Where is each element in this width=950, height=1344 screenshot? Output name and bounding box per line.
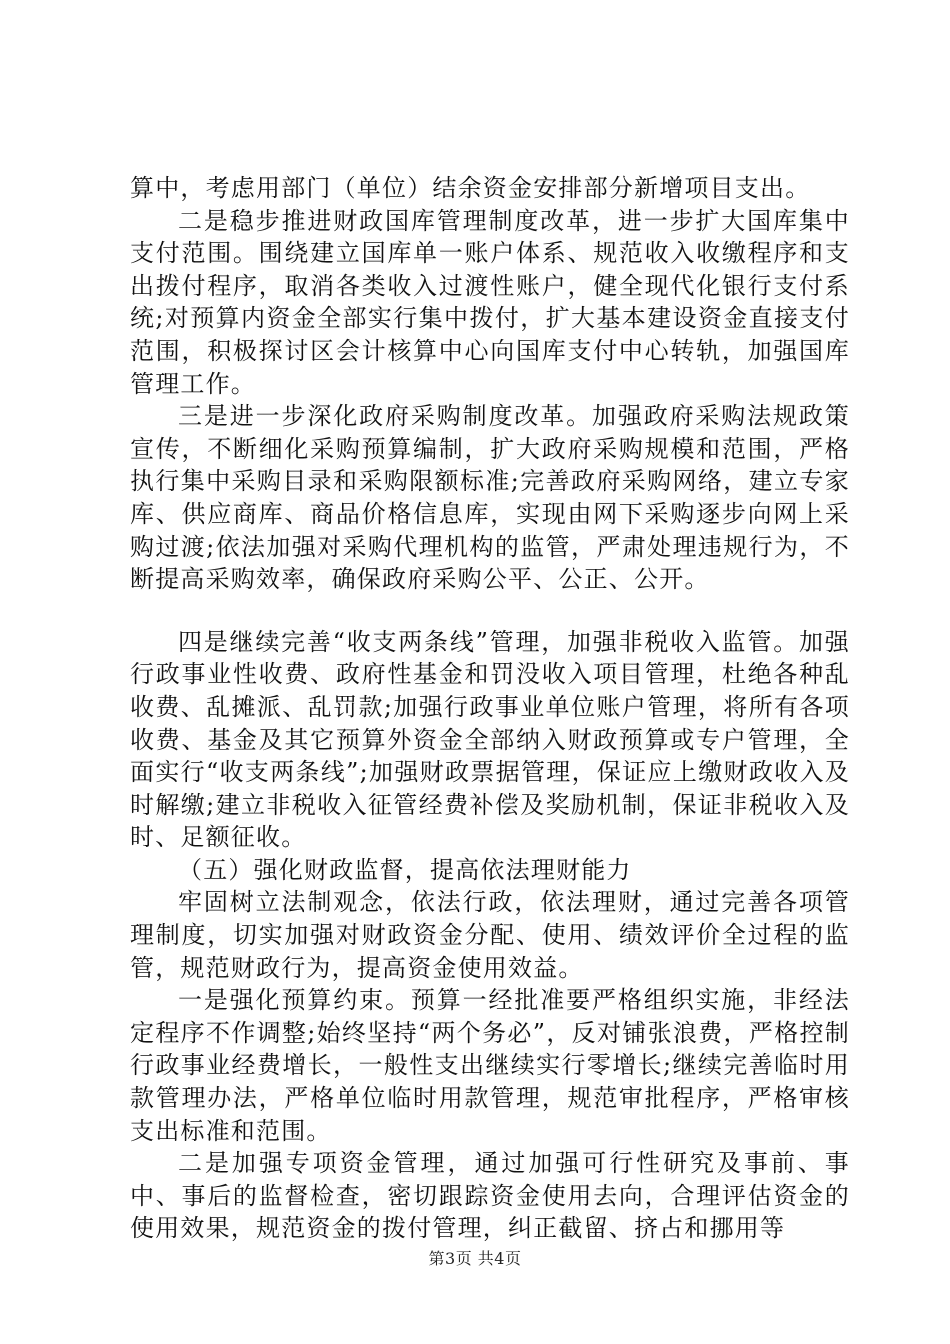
- section-heading: （五）强化财政监督，提高依法理财能力: [178, 855, 632, 884]
- paragraph-continued: 算中，考虑用部门（单位）结余资金安排部分新增项目支出。: [130, 174, 811, 202]
- document-body: [130, 172, 850, 1245]
- page-number-footer: 第3页 共4页: [428, 1249, 522, 1268]
- paragraph-legal-concept: 牢固树立法制观念，依法行政，依法理财，通过完善各项管理制度，切实加强对财政资金分配、使用、绩效评价全过程的监管，规范财政行为，提高资金使用效益。: [130, 888, 850, 982]
- paragraph-budget-constraint: 一是强化预算约束。预算一经批准要严格组织实施，非经法定程序不作调整;始终坚持“两个务必”，反对铺张浪费，严格控制行政事业经费增长，一般性支出继续实行零增长;继续完善临时用款管理办法，严格单位临时用款管理，规范审批程序，严格审核支出标准和范围。: [130, 986, 850, 1145]
- paragraph-treasury-reform: 二是稳步推进财政国库管理制度改革，进一步扩大国库集中支付范围。围绕建立国库单一账户体系、规范收入收缴程序和支出拨付程序，取消各类收入过渡性账户，健全现代化银行支付系统;对预算内资金全部实行集中拨付，扩大基本建设资金直接支付范围，积极探讨区会计核算中心向国库支付中心转轨，加强国库管理工作。: [130, 206, 850, 398]
- paragraph-special-funds: 二是加强专项资金管理，通过加强可行性研究及事前、事中、事后的监督检查，密切跟踪资金使用去向，合理评估资金的使用效果，规范资金的拨付管理，纠正截留、挤占和挪用等: [130, 1149, 850, 1243]
- paragraph-procurement-reform: 三是进一步深化政府采购制度改革。加强政府采购法规政策宣传，不断细化采购预算编制，扩大政府采购规模和范围，严格执行集中采购目录和采购限额标准;完善政府采购网络，建立专家库、供应商库、商品价格信息库，实现由网下采购逐步向网上采购过渡;依法加强对采购代理机构的监管，严肃处理违规行为，不断提高采购效率，确保政府采购公平、公正、公开。: [130, 402, 850, 594]
- paragraph-non-tax-revenue: 四是继续完善“收支两条线”管理，加强非税收入监管。加强行政事业性收费、政府性基金和罚没收入项目管理，杜绝各种乱收费、乱摊派、乱罚款;加强行政事业单位账户管理，将所有各项收费、基金及其它预算外资金全部纳入财政预算或专户管理，全面实行“收支两条线”;加强财政票据管理，保证应上缴财政收入及时解缴;建立非税收入征管经费补偿及奖励机制，保证非税收入及时、足额征收。: [130, 627, 850, 852]
